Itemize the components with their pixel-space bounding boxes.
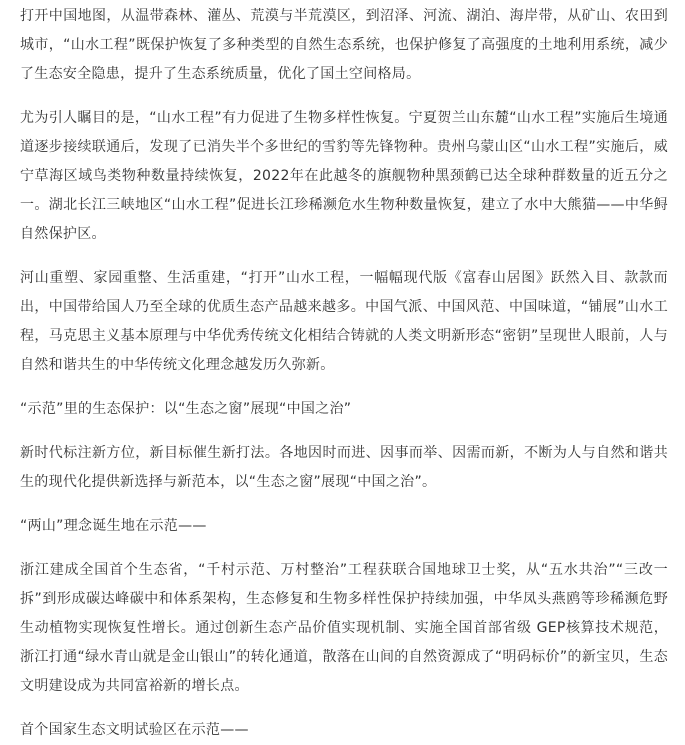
subheading-pilot-zone: 首个国家生态文明试验区在示范—— (20, 722, 249, 738)
section-heading-demonstration: “示范”里的生态保护：以“生态之窗”展现“中国之治” (20, 401, 352, 417)
paragraph-ecosystems: 打开中国地图，从温带森林、灌丛、荒漠与半荒漠区，到沼泽、河流、湖泊、海岸带，从矿山、农田到城市，“山水工程”既保护恢复了多种类型的自然生态系统，也保护修复了高强度的土地利用系统，减少了生态安全隐患，提升了生态系统质量，优化了国土空间格局。 (20, 8, 668, 82)
paragraph-biodiversity: 尤为引人瞩目的是，“山水工程”有力促进了生物多样性恢复。宁夏贺兰山东麓“山水工程”实施后生境通道逐步接续联通后，发现了已消失半个多世纪的雪豹等先锋物种。贵州乌蒙山区“山水工程”实施后，威宁草海区域鸟类物种数量持续恢复，2022年在此越冬的旗舰物种黑颈鹤已达全球种群数量的近五分之一。湖北长江三峡地区“山水工程”促进长江珍稀濒危水生物种数量恢复，建立了水中大熊猫——中华鲟自然保护区。 (20, 110, 668, 242)
paragraph-zhejiang: 浙江建成全国首个生态省，“千村示范、万村整治”工程获联合国地球卫士奖，从“五水共治”“三改一拆”到形成碳达峰碳中和体系架构，生态修复和生物多样性保护持续加强，中华凤头燕鸥等珍稀濒危野生动植物实现恢复性增长。通过创新生态产品价值实现机制、实施全国首部省级 GEP核算技术规范，浙江打通“绿水青山就是金山银山”的转化通道，散落在山间的自然资源成了“明码标价”的新宝贝，生态文明建设成为共同富裕新的增长点。 (20, 562, 668, 694)
paragraph-landscape: 河山重塑、家园重整、生活重建，“打开”山水工程，一幅幅现代版《富春山居图》跃然入目、款款而出，中国带给国人乃至全球的优质生态产品越来越多。中国气派、中国风范、中国味道，“铺展”山水工程，马克思主义基本原理与中华优秀传统文化相结合铸就的人类文明新形态“密钥”呈现世人眼前，人与自然和谐共生的中华传统文化理念越发历久弥新。 (20, 270, 668, 373)
article-body (20, 0, 668, 745)
paragraph-new-era: 新时代标注新方位，新目标催生新打法。各地因时而进、因事而举、因需而新，不断为人与自然和谐共生的现代化提供新选择与新范本，以“生态之窗”展现“中国之治”。 (20, 445, 668, 490)
subheading-two-mountains: “两山”理念诞生地在示范—— (20, 518, 207, 534)
